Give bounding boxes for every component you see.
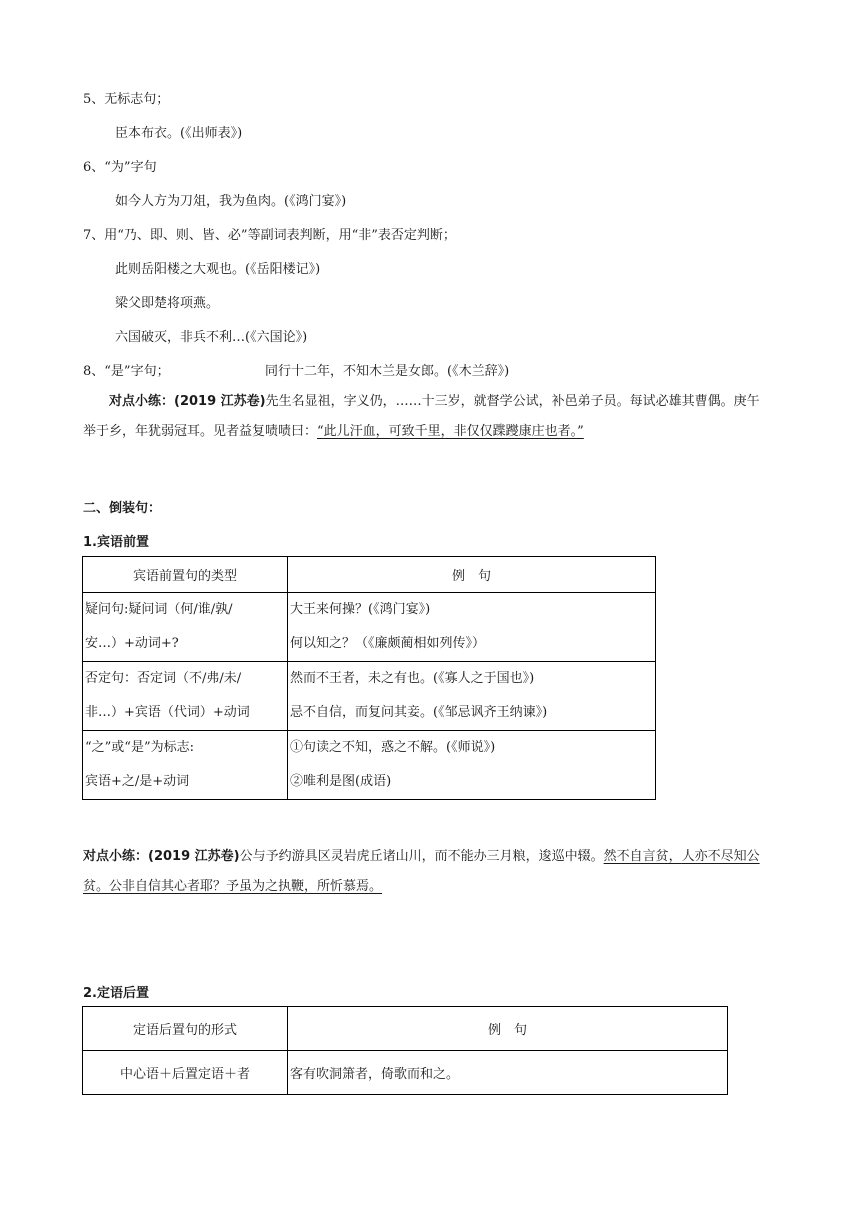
table1-row2-type: 否定句：否定词（不/弗/未/ 非…）+宾语（代词）+动词	[83, 662, 288, 731]
item-7-example-1: 此则岳阳楼之大观也。(《岳阳楼记》)	[115, 262, 321, 277]
table-row	[83, 662, 656, 731]
section-heading-inversion: 二、倒装句：	[83, 501, 162, 516]
item-6-example: 如今人方为刀俎，我为鱼肉。(《鸿门宴》)	[115, 194, 347, 209]
practice2-underlined-1: 然不自言贫，	[603, 849, 682, 864]
subheading-object-preposing: 1.宾语前置	[83, 535, 149, 550]
item-7-example-3: 六国破灭，非兵不利…(《六国论》)	[115, 330, 308, 345]
table1-row1-example: 大王来何操？(《鸿门宴》) 何以知之？（《廉颇蔺相如列传》）	[288, 593, 656, 662]
table1-row2-example: 然而不王者，未之有也。(《寡人之于国也》) 忌不自信，而复问其妾。(《邹忌讽齐王纳谏》)	[288, 662, 656, 731]
table2-header-example: 例 句	[288, 1007, 728, 1051]
attributive-postposing-table	[82, 1006, 728, 1095]
practice2-text: 公与予约游具区灵岩虎丘诸山川，而不能办三月粮，逡巡中辍。	[239, 849, 604, 864]
practice-paragraph-2	[83, 842, 763, 902]
item-5-example: 臣本布衣。(《出师表》)	[115, 126, 243, 141]
item-7-example-2: 梁父即楚将项燕。	[115, 296, 220, 311]
table1-row3-example: ①句读之不知，惑之不解。(《师说》) ②唯利是图(成语)	[288, 731, 656, 800]
table2-header-form: 定语后置句的形式	[83, 1007, 288, 1051]
practice-label: 对点小练：(2019 江苏卷)	[109, 394, 266, 409]
table2-row-form: 中心语＋后置定语＋者	[83, 1051, 288, 1095]
table1-row3-type: “之”或“是”为标志: 宾语+之/是+动词	[83, 731, 288, 800]
item-6-title: 6、“为”字句	[83, 160, 157, 175]
table-row	[83, 1051, 728, 1095]
table2-row-example: 客有吹洞箫者，倚歌而和之。	[288, 1051, 728, 1095]
table1-row1-type: 疑问句:疑问词（何/谁/孰/ 安…）+动词+?	[83, 593, 288, 662]
subheading-attributive-postposing: 2.定语后置	[83, 986, 149, 1001]
practice-paragraph-1	[83, 387, 763, 447]
item-7-title: 7、用“乃、即、则、皆、必”等副词表判断，用“非”表否定判断；	[83, 228, 456, 243]
practice2-label: 对点小练：(2019 江苏卷)	[83, 849, 240, 864]
item-8-example: 同行十二年，不知木兰是女郎。(《木兰辞》)	[265, 364, 510, 379]
table-row	[83, 731, 656, 800]
item-5-title: 5、无标志句；	[83, 92, 170, 107]
table1-header-example: 例 句	[288, 557, 656, 593]
practice-text: 先生名显祖，字义仍，……十三岁，就督学公试，补邑弟子员。每试必雄其曹偶。庚午举于乡，年犹弱冠耳。见者益复啧啧曰：	[83, 394, 760, 439]
practice-quote: “此儿汗血，可致千里，非仅仅蹀躞康庄也者。”	[317, 424, 584, 439]
object-preposing-table	[82, 556, 656, 800]
item-8-title: 8、“是”字句；	[83, 364, 170, 379]
practice2-underlined-2: 人亦不尽知公贫。公非自信其心者耶？予虽为之执鞭，所忻慕焉。	[83, 849, 760, 894]
table-row	[83, 593, 656, 662]
table1-header-type: 宾语前置句的类型	[83, 557, 288, 593]
